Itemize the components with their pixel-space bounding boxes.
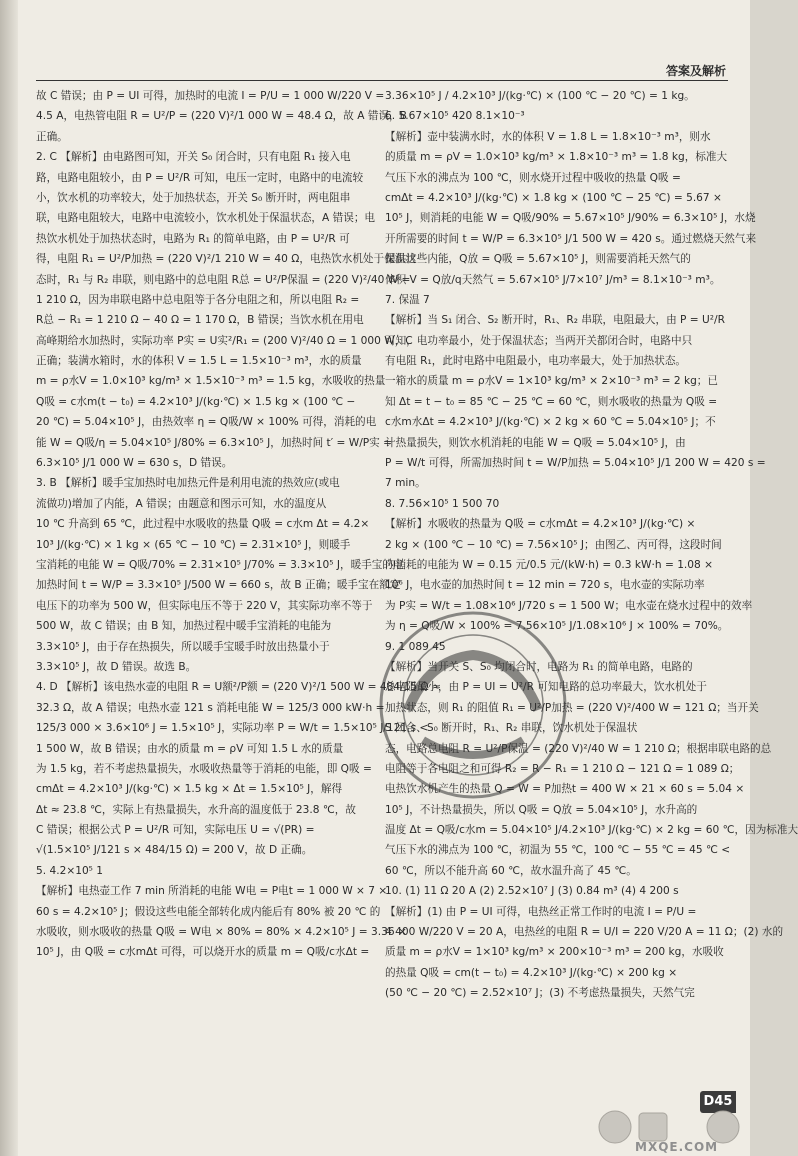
text-line: 3.3×10⁵ J，由于存在热损失，所以暖手宝暖手时放出热量小于 xyxy=(36,640,330,653)
text-line: m = ρ水V = 1.0×10³ kg/m³ × 1.5×10⁻³ m³ = 1.5 kg，水吸收的热量 xyxy=(36,375,386,388)
text-line: 为 1.5 kg，若不考虑热量损失，水吸收热量等于消耗的电能，即 Q吸 = xyxy=(36,762,372,775)
text-line: 5. 4.2×10⁵ 1 xyxy=(36,864,104,877)
text-line: 4 400 W/220 V = 20 A，电热丝的电阻 R = U/I = 220 V/20 A = 11 Ω；(2) 水的 xyxy=(385,926,784,939)
text-line: 3.36×10⁵ J / 4.2×10³ J/(kg·℃) × (100 ℃ − 20 ℃) = 1 kg。 xyxy=(385,90,695,102)
text-line: 20 ℃) = 5.04×10⁵ J，由热效率 η = Q吸/W × 100% 可得，消耗的电 xyxy=(36,416,377,429)
text-line: 宝消耗的电能 W = Q吸/70% = 2.31×10⁵ J/70% = 3.3×10⁵ J，暖手宝的电 xyxy=(36,558,404,571)
text-line: 【解析】电热壶工作 7 min 所消耗的电能 W电 = P电t = 1 000 W × 7 × xyxy=(36,885,388,898)
text-line: 加热时间 t = W/P = 3.3×10⁵ J/500 W = 660 s，故 B 正确；暖手宝在额定 xyxy=(36,579,401,592)
text-line: c水m水Δt = 4.2×10³ J/(kg·℃) × 2 kg × 60 ℃ = 5.04×10⁵ J；不 xyxy=(385,416,716,429)
text-line: 10⁵ J，则消耗的电能 W = Q吸/90% = 5.67×10⁵ J/90% = 6.3×10⁵ J，水烧 xyxy=(385,212,756,225)
text-line: 加热状态，则 R₁ 的阻值 R₁ = U²/P加热 = (220 V)²/400 W = 121 Ω；当开关 xyxy=(385,701,759,714)
text-line: 为 P实 = W/t = 1.08×10⁶ J/720 s = 1 500 W；电水壶在烧水过程中的效率 xyxy=(385,599,753,612)
text-line: (50 ℃ − 20 ℃) = 2.52×10⁷ J；(3) 不考虑热量损失，天然气完 xyxy=(385,987,695,1000)
text-line: S 闭合、S₀ 断开时，R₁、R₂ 串联，饮水机处于保温状 xyxy=(385,722,638,735)
text-line: 态，电路总电阻 R = U²/P保温 = (220 V)²/40 W = 1 210 Ω；根据串联电路的总 xyxy=(385,742,772,755)
text-line: 10. (1) 11 Ω 20 A (2) 2.52×10⁷ J (3) 0.84 m³ (4) 4 200 s xyxy=(385,885,679,898)
text-line: C 错误；根据公式 P = U²/R 可知，实际电压 U = √(PR) = xyxy=(36,824,315,837)
text-line: 【解析】当 S₁ 闭合、S₂ 断开时，R₁、R₂ 串联，电阻最大，由 P = U²/R xyxy=(385,314,725,327)
text-line: 10 ℃ 升高到 65 ℃，此过程中水吸收的热量 Q吸 = c水m Δt = 4.2× xyxy=(36,518,370,531)
text-line: 质量 m = ρ水V = 1×10³ kg/m³ × 200×10⁻³ m³ = 200 kg，水吸收 xyxy=(385,946,724,959)
header-rule xyxy=(36,80,728,81)
text-line: 3.3×10⁵ J，故 D 错误。故选 B。 xyxy=(36,660,197,673)
text-line: 2 kg × (100 ℃ − 10 ℃) = 7.56×10⁵ J；由图乙、丙可得，这段时间 xyxy=(385,538,722,551)
text-line: 10³ J/(kg·℃) × 1 kg × (65 ℃ − 10 ℃) = 2.31×10⁵ J，则暖手 xyxy=(36,538,351,551)
text-line: 正确。 xyxy=(36,130,68,143)
text-line: 正确；装满水箱时，水的体积 V = 1.5 L = 1.5×10⁻³ m³，水的质量 xyxy=(36,355,362,368)
text-line: 4. D 【解析】该电热水壶的电阻 R = U额²/P额 = (220 V)²/1 500 W = 484/15 Ω ≈ xyxy=(36,681,441,694)
text-line: 水吸收，则水吸收的热量 Q吸 = W电 × 80% = 80% × 4.2×10⁵ J = 3.36 × xyxy=(36,926,407,939)
text-line: 提供这些内能，Q放 = Q吸 = 5.67×10⁵ J，则需要消耗天然气的 xyxy=(385,253,691,266)
text-line: 流做功)增加了内能，A 错误；由题意和图示可知，水的温度从 xyxy=(36,497,327,510)
text-line: P = W/t 可得，所需加热时间 t = W/P加热 = 5.04×10⁵ J/1 200 W = 420 s = xyxy=(385,457,766,470)
text-line: 温度 Δt = Q吸/c水m = 5.04×10⁵ J/4.2×10³ J/(kg·℃) × 2 kg = 60 ℃，因为标准大 xyxy=(385,824,798,837)
text-line: 内消耗的电能为 W = 0.15 元/0.5 元/(kW·h) = 0.3 kW·h = 1.08 × xyxy=(385,558,714,571)
header-label: 答案及解析 xyxy=(665,64,726,78)
text-line: 总电阻最小，由 P = UI = U²/R 可知电路的总功率最大，饮水机处于 xyxy=(385,681,707,694)
text-line: Q吸 = c水m(t − t₀) = 4.2×10³ J/(kg·℃) × 1.5 kg × (100 ℃ − xyxy=(36,395,356,408)
text-line: cmΔt = 4.2×10³ J/(kg·℃) × 1.5 kg × Δt = 1.5×10⁵ J，解得 xyxy=(36,783,343,796)
text-line: 气压下水的沸点为 100 ℃，初温为 55 ℃，100 ℃ − 55 ℃ = 45 ℃ < xyxy=(385,844,731,857)
text-line: 高峰期给水加热时，实际功率 P实 = U实²/R₁ = (200 V)²/40 Ω = 1 000 W，C xyxy=(36,334,413,347)
text-line: 8. 7.56×10⁵ 1 500 70 xyxy=(385,497,500,510)
text-line: 联，电路电阻较大，电路中电流较小，饮水机处于保温状态，A 错误；电 xyxy=(36,212,376,225)
text-line: 9. 1 089 45 xyxy=(385,640,446,653)
text-line: 的质量 m = ρV = 1.0×10³ kg/m³ × 1.8×10⁻³ m³ = 1.8 kg，标准大 xyxy=(385,151,728,164)
text-line: 7. 保温 7 xyxy=(385,293,430,306)
text-line: 10⁵ J，由 Q吸 = c水mΔt 可得，可以烧开水的质量 m = Q吸/c水Δt = xyxy=(36,946,370,959)
text-line: 6. 5.67×10⁵ 420 8.1×10⁻³ xyxy=(385,110,525,123)
text-line: Δt ≈ 23.8 ℃，实际上有热量损失，水升高的温度低于 23.8 ℃，故 xyxy=(36,803,356,816)
text-line: 10⁶ J，电水壶的加热时间 t = 12 min = 720 s，电水壶的实际功率 xyxy=(385,579,705,592)
text-line: 500 W，故 C 错误；由 B 知，加热过程中暖手宝消耗的电能为 xyxy=(36,620,332,633)
text-line: 体积 V = Q放/q天然气 = 5.67×10⁵ J/7×10⁷ J/m³ = 8.1×10⁻³ m³。 xyxy=(385,273,721,286)
text-line: 态时，R₁ 与 R₂ 串联，则电路中的总电阻 R总 = U²/P保温 = (220 V)²/40 W = xyxy=(36,273,411,286)
text-line: 热饮水机处于加热状态时，电路为 R₁ 的简单电路，由 P = U²/R 可 xyxy=(36,232,350,245)
text-line: 3. B 【解析】暖手宝加热时电加热元件是利用电流的热效应(或电 xyxy=(36,477,340,490)
text-line: 【解析】壶中装满水时，水的体积 V = 1.8 L = 1.8×10⁻³ m³，则水 xyxy=(385,130,711,143)
text-line: 计热量损失，则饮水机消耗的电能 W = Q吸 = 5.04×10⁵ J，由 xyxy=(385,436,686,449)
text-line: 【解析】(1) 由 P = UI 可得，电热丝正常工作时的电流 I = P/U = xyxy=(385,905,697,918)
text-line: 7 min。 xyxy=(385,477,426,490)
text-line: 10⁵ J，不计热量损失，所以 Q吸 = Q放 = 5.04×10⁵ J，水升高的 xyxy=(385,803,698,816)
text-line: cmΔt = 4.2×10³ J/(kg·℃) × 1.8 kg × (100 ℃ − 25 ℃) = 5.67 × xyxy=(385,191,722,204)
text-line: 125/3 000 × 3.6×10⁶ J = 1.5×10⁵ J，实际功率 P = W/t = 1.5×10⁵ J/121 s < xyxy=(36,722,429,735)
text-line: 电压下的功率为 500 W，但实际电压不等于 220 V，其实际功率不等于 xyxy=(36,599,373,612)
text-line: 4.5 A，电热管电阻 R = U²/P = (220 V)²/1 000 W = 48.4 Ω，故 A 错误，B xyxy=(36,110,407,123)
text-line: 气压下水的沸点为 100 ℃，则水烧开过程中吸收的热量 Q吸 = xyxy=(385,171,681,184)
text-line: 【解析】当开关 S、S₀ 均闭合时，电路为 R₁ 的简单电路，电路的 xyxy=(385,660,693,673)
text-line: 【解析】水吸收的热量为 Q吸 = c水mΔt = 4.2×10³ J/(kg·℃) × xyxy=(385,518,696,531)
text-line: 60 ℃，所以不能升高 60 ℃，故水温升高了 45 ℃。 xyxy=(385,864,637,877)
text-line: 开所需要的时间 t = W/P = 6.3×10⁵ J/1 500 W = 420 s。通过燃烧天然气来 xyxy=(385,232,757,245)
text-line: 小，饮水机的功率较大，处于加热状态，开关 S₀ 断开时，两电阻串 xyxy=(36,191,351,204)
watermark-text: MXQE.COM xyxy=(635,1140,719,1154)
text-line: 电阻等于各电阻之和可得 R₂ = R − R₁ = 1 210 Ω − 121 Ω = 1 089 Ω； xyxy=(385,762,740,775)
text-line: 1 210 Ω，因为串联电路中总电阻等于各分电阻之和，所以电阻 R₂ = xyxy=(36,293,360,306)
text-line: 一箱水的质量 m = ρ水V = 1×10³ kg/m³ × 2×10⁻³ m³ = 2 kg；已 xyxy=(385,375,718,388)
text-line: 6.3×10⁵ J/1 000 W = 630 s，D 错误。 xyxy=(36,457,233,470)
text-line: 1 500 W，故 B 错误；由水的质量 m = ρV 可知 1.5 L 水的质量 xyxy=(36,742,344,755)
text-line: 能 W = Q吸/η = 5.04×10⁵ J/80% = 6.3×10⁵ J，加热时间 t′ = W/P实 = xyxy=(36,436,393,449)
text-line: 知 Δt = t − t₀ = 85 ℃ − 25 ℃ = 60 ℃，则水吸收的热量为 Q吸 = xyxy=(385,395,718,408)
text-line: 32.3 Ω，故 A 错误；电热水壶 121 s 消耗电能 W = 125/3 000 kW·h = xyxy=(36,701,385,714)
text-line: 路，电路电阻较小，由 P = U²/R 可知，电压一定时，电路中的电流较 xyxy=(36,171,364,184)
text-line: 60 s = 4.2×10⁵ J；假设这些电能全部转化成内能后有 80% 被 20 ℃ 的 xyxy=(36,905,381,918)
text-line: R总 − R₁ = 1 210 Ω − 40 Ω = 1 170 Ω，B 错误；当饮水机在用电 xyxy=(36,314,364,327)
right-column xyxy=(385,86,798,1004)
binding-spine xyxy=(0,0,18,1156)
page-number: D45 xyxy=(700,1091,736,1113)
text-line: 可知，电功率最小，处于保温状态；当两开关都闭合时，电路中只 xyxy=(385,334,693,347)
text-line: 2. C 【解析】由电路图可知，开关 S₀ 闭合时，只有电阻 R₁ 接入电 xyxy=(36,151,351,164)
text-line: 电热饮水机产生的热量 Q = W = P加热t = 400 W × 21 × 60 s = 5.04 × xyxy=(385,783,745,796)
text-line: 的热量 Q吸 = cm(t − t₀) = 4.2×10³ J/(kg·℃) × 200 kg × xyxy=(385,966,678,979)
text-line: √(1.5×10⁵ J/121 s × 484/15 Ω) = 200 V，故 D 正确。 xyxy=(36,844,313,857)
text-line: 得，电阻 R₁ = U²/P加热 = (220 V)²/1 210 W = 40 Ω，电热饮水机处于保温状 xyxy=(36,253,416,266)
text-line: 故 C 错误；由 P = UI 可得，加热时的电流 I = P/U = 1 000 W/220 V = xyxy=(36,90,385,102)
text-line: 有电阻 R₁，此时电路中电阻最小，电功率最大，处于加热状态。 xyxy=(385,355,687,368)
text-line: 为 η = Q吸/W × 100% = 7.56×10⁵ J/1.08×10⁶ J × 100% = 70%。 xyxy=(385,620,729,633)
